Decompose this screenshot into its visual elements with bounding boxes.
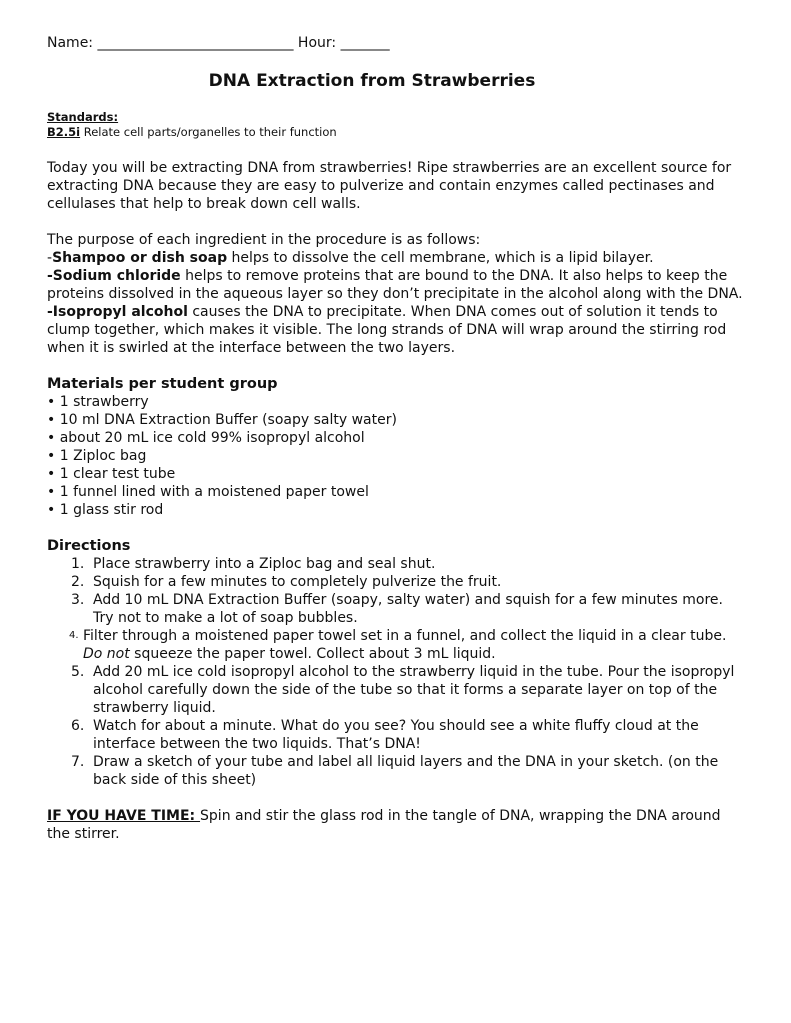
standard-text: Relate cell parts/organelles to their function bbox=[80, 125, 337, 139]
list-item: • 1 funnel lined with a moistened paper towel bbox=[47, 484, 369, 500]
direction-step bbox=[47, 717, 747, 753]
step-text: Squish for a few minutes to completely pulverize the fruit. bbox=[93, 574, 502, 590]
extra-text: Spin and stir the glass rod in the tangle of DNA, wrapping the DNA around the stirrer. bbox=[47, 808, 721, 842]
step-text: Place strawberry into a Ziploc bag and seal shut. bbox=[93, 556, 436, 572]
step-emphasis: Do not bbox=[83, 646, 130, 662]
purpose-term: Shampoo or dish soap bbox=[52, 250, 228, 266]
purpose-item-salt bbox=[47, 267, 747, 303]
purpose-item-alcohol bbox=[47, 303, 747, 357]
step-number: 1. bbox=[71, 556, 85, 572]
direction-step bbox=[47, 753, 747, 789]
directions-heading: Directions bbox=[47, 538, 131, 554]
standard-entry bbox=[47, 125, 337, 140]
direction-step bbox=[47, 663, 747, 717]
standards-label: Standards: bbox=[47, 110, 119, 124]
purpose-text: helps to dissolve the cell membrane, which is a lipid bilayer. bbox=[227, 250, 654, 266]
direction-step bbox=[47, 555, 747, 573]
materials-heading: Materials per student group bbox=[47, 376, 278, 392]
purpose-prefix: - bbox=[47, 250, 53, 266]
step-number: 7. bbox=[71, 754, 85, 770]
purpose-item-soap bbox=[47, 249, 747, 267]
standard-code: B2.5i bbox=[47, 125, 81, 139]
step-text: Watch for about a minute. What do you see? You should see a white fluffy cloud at the interface between the two liquids. That’s DNA! bbox=[93, 718, 699, 752]
purpose-lead: The purpose of each ingredient in the procedure is as follows: bbox=[47, 232, 481, 248]
direction-step bbox=[47, 573, 747, 591]
step-text: Draw a sketch of your tube and label all liquid layers and the DNA in your sketch. (on the back side of this sheet) bbox=[93, 754, 719, 788]
list-item: • 1 glass stir rod bbox=[47, 502, 164, 518]
step-number: 5. bbox=[71, 664, 85, 680]
name-hour-line: Name: ____________________________ Hour: _______ bbox=[47, 35, 390, 51]
step-text: squeeze the paper towel. Collect about 3 mL liquid. bbox=[129, 646, 496, 662]
step-text: Filter through a moistened paper towel set in a funnel, and collect the liquid in a clear tube. bbox=[83, 628, 727, 644]
step-text: Add 20 mL ice cold isopropyl alcohol to the strawberry liquid in the tube. Pour the isopropyl alcohol carefully down the side of the tube so that it forms a separate layer on top of the strawberry liquid. bbox=[93, 664, 735, 716]
step-number: 4. bbox=[69, 630, 79, 641]
purpose-text: helps to remove proteins that are bound to the DNA. It also helps to keep the proteins dissolved in the aqueous layer so they don’t precipitate in the alcohol along with the DNA. bbox=[47, 268, 743, 302]
purpose-term: -Sodium chloride bbox=[47, 268, 181, 284]
step-number: 2. bbox=[71, 574, 85, 590]
list-item: • 1 strawberry bbox=[47, 394, 149, 410]
extra-label: IF YOU HAVE TIME: bbox=[47, 808, 201, 824]
list-item: • 1 clear test tube bbox=[47, 466, 176, 482]
direction-step bbox=[47, 591, 747, 627]
extra-activity bbox=[47, 807, 747, 843]
list-item: • 1 Ziploc bag bbox=[47, 448, 147, 464]
step-number: 3. bbox=[71, 592, 85, 608]
direction-step bbox=[47, 627, 747, 663]
standards-block bbox=[47, 110, 337, 140]
intro-paragraph: Today you will be extracting DNA from strawberries! Ripe strawberries are an excellent source for extracting DNA because they are easy to pulverize and contain enzymes called pectinases and cellulases that help to break down cell walls. bbox=[47, 160, 732, 212]
document-body bbox=[47, 159, 747, 843]
list-item: • about 20 mL ice cold 99% isopropyl alcohol bbox=[47, 430, 365, 446]
list-item: • 10 ml DNA Extraction Buffer (soapy salty water) bbox=[47, 412, 397, 428]
step-number: 6. bbox=[71, 718, 85, 734]
directions-list bbox=[47, 555, 747, 789]
page-title: DNA Extraction from Strawberries bbox=[208, 71, 536, 91]
purpose-text: causes the DNA to precipitate. When DNA comes out of solution it tends to clump together, which makes it visible. The long strands of DNA will wrap around the stirring rod when it is swirled at the interface between the two layers. bbox=[47, 304, 727, 356]
purpose-term: -Isopropyl alcohol bbox=[47, 304, 188, 320]
materials-list bbox=[47, 393, 747, 519]
step-text: Add 10 mL DNA Extraction Buffer (soapy, salty water) and squish for a few minutes more. Try not to make a lot of soap bubbles. bbox=[93, 592, 723, 626]
